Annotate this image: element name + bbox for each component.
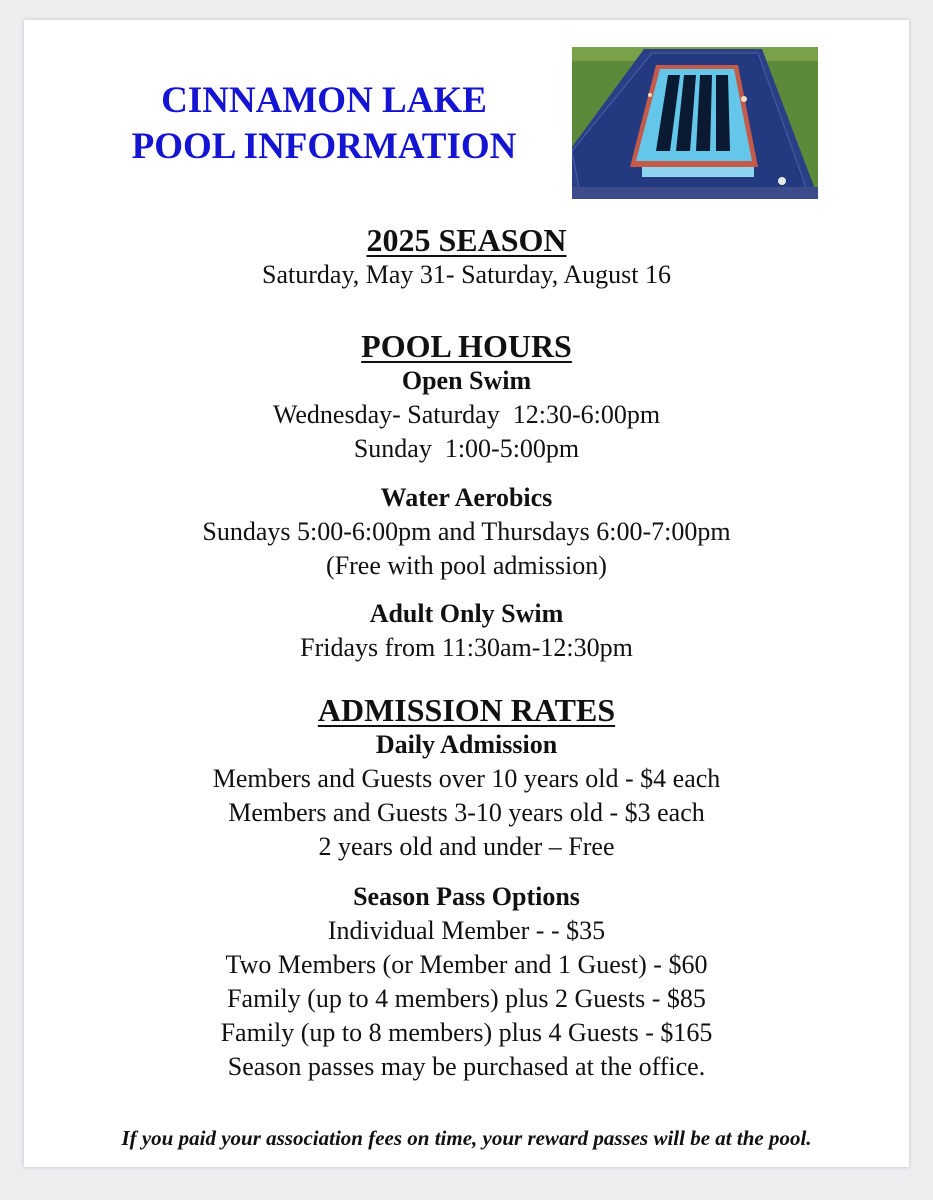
admission-heading: ADMISSION RATES [317, 692, 616, 728]
adult-swim-title: Adult Only Swim [369, 599, 564, 628]
daily-admission-line-1: Members and Guests over 10 years old - $4 each [212, 764, 721, 793]
open-swim-line-1: Wednesday- Saturday 12:30-6:00pm [272, 400, 661, 429]
season-dates: Saturday, May 31- Saturday, August 16 [262, 260, 671, 289]
season-pass-title: Season Pass Options [353, 882, 580, 911]
open-swim-title: Open Swim [401, 366, 532, 395]
daily-admission-line-2: Members and Guests 3-10 years old - $3 each [228, 798, 705, 827]
season-pass-line-5: Season passes may be purchased at the office. [227, 1052, 706, 1081]
pool-aerial-photo [572, 47, 818, 199]
water-aerobics-title: Water Aerobics [380, 483, 553, 512]
adult-swim-section [24, 597, 909, 665]
season-section [24, 222, 909, 292]
daily-admission-title: Daily Admission [375, 730, 558, 759]
pool-hours-heading: POOL HOURS [361, 328, 572, 364]
water-aerobics-section [24, 481, 909, 583]
pool-hours-section [24, 328, 909, 466]
page-title [54, 78, 594, 170]
pool-photo-illustration [572, 47, 818, 199]
season-pass-line-2: Two Members (or Member and 1 Guest) - $60 [225, 950, 708, 979]
season-pass-section [24, 880, 909, 1084]
adult-swim-line-1: Fridays from 11:30am-12:30pm [300, 633, 633, 662]
season-pass-line-3: Family (up to 4 members) plus 2 Guests - $85 [227, 984, 706, 1013]
open-swim-line-2: Sunday 1:00-5:00pm [353, 434, 580, 463]
flyer-page [24, 20, 909, 1167]
admission-section [24, 692, 909, 864]
title-line-1: CINNAMON LAKE [161, 80, 487, 121]
water-aerobics-line-2: (Free with pool admission) [326, 551, 607, 580]
season-pass-line-1: Individual Member - - $35 [327, 916, 606, 945]
title-line-2: POOL INFORMATION [131, 126, 517, 167]
season-heading: 2025 SEASON [366, 222, 567, 258]
daily-admission-line-3: 2 years old and under – Free [318, 832, 615, 861]
water-aerobics-line-1: Sundays 5:00-6:00pm and Thursdays 6:00-7:00pm [202, 517, 731, 546]
footer-note: If you paid your association fees on time, your reward passes will be at the pool. [121, 1126, 812, 1150]
season-pass-line-4: Family (up to 8 members) plus 4 Guests - $165 [220, 1018, 713, 1047]
